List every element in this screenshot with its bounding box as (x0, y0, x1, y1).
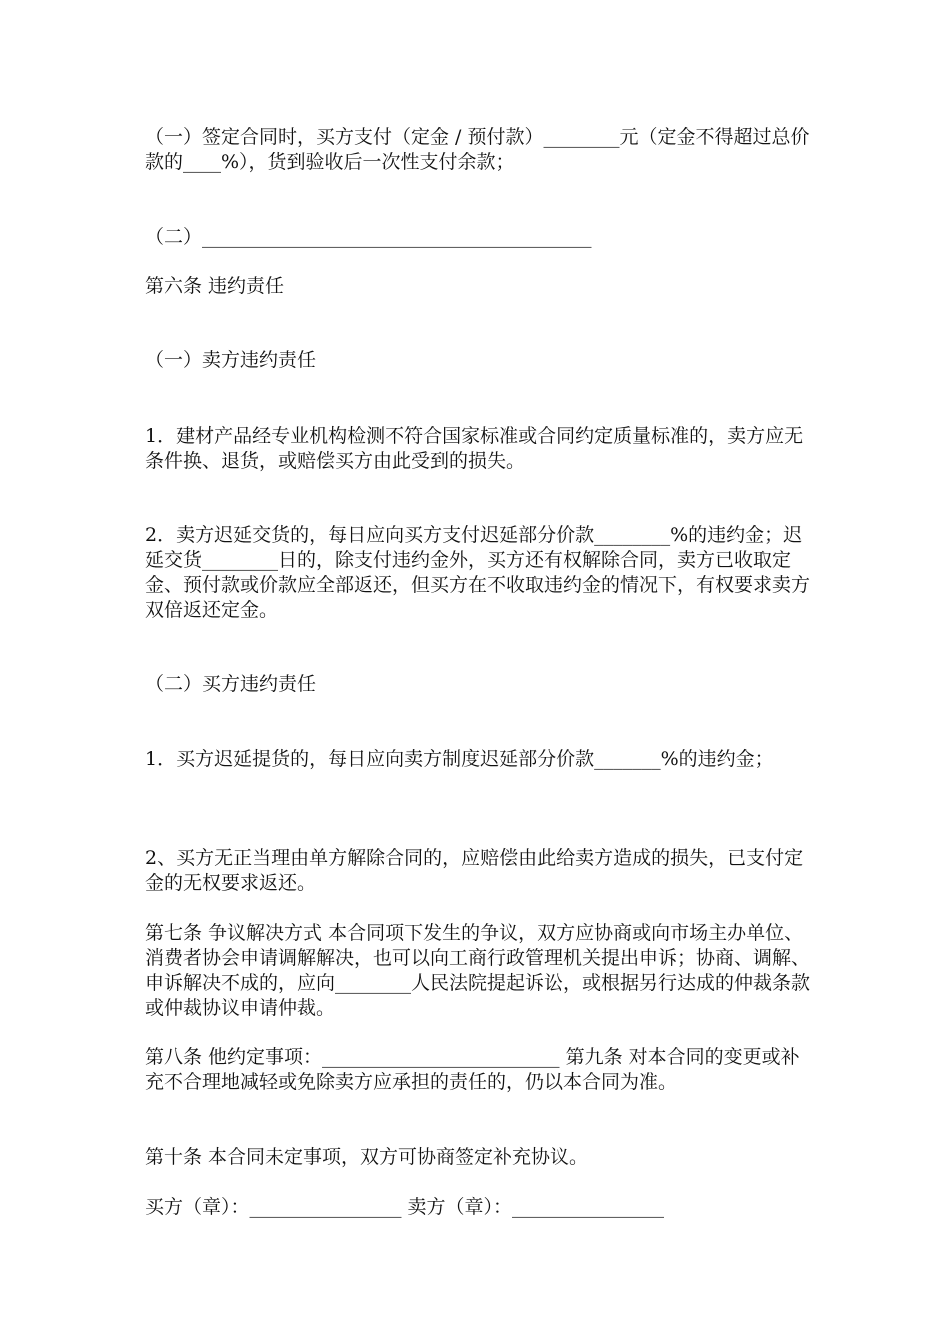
buyer-liability-item-1: 1．买方迟延提货的，每日应向卖方制度迟延部分价款_______%的违约金； (145, 748, 774, 770)
payment-clause-2: （二）_________________________________________ (145, 226, 592, 248)
article-7-dispute-resolution: 第七条 争议解决方式 本合同项下发生的争议，双方应协商或向市场主办单位、消费者协会申请调解解决，也可以向工商行政管理机关提出申诉；协商、调解、申诉解决不成的，应向________人民法院提起诉讼，或根据另行达成的仲裁条款或仲裁协议申请仲裁。 (145, 922, 811, 1019)
buyer-liability-heading: （二）买方违约责任 (145, 673, 317, 695)
seller-liability-heading: （一）卖方违约责任 (145, 349, 317, 371)
buyer-liability-item-2: 2、买方无正当理由单方解除合同的，应赔偿由此给卖方造成的损失，已支付定金的无权要求返还。 (145, 847, 804, 894)
signature-line: 买方（章）：________________ 卖方（章）：________________ (145, 1196, 665, 1218)
seller-liability-item-2: 2．卖方迟延交货的，每日应向买方支付迟延部分价款________%的违约金；迟延交货________日的，除支付违约金外，买方还有权解除合同，卖方已收取定金、预付款或价款应全部返还，但买方在不收取违约金的情况下，有权要求卖方双倍返还定金。 (145, 524, 811, 621)
article-6-heading: 第六条 违约责任 (145, 275, 285, 297)
article-10-clause: 第十条 本合同未定事项，双方可协商签定补充协议。 (145, 1146, 589, 1168)
payment-clause-1: （一）签定合同时，买方支付（定金 / 预付款）________元（定金不得超过总价款的____%），货到验收后一次性支付余款； (145, 126, 810, 173)
seller-liability-item-1: 1．建材产品经专业机构检测不符合国家标准或合同约定质量标准的，卖方应无条件换、退货，或赔偿买方由此受到的损失。 (145, 425, 804, 472)
article-8-9-clauses: 第八条 他约定事项：_________________________ 第九条 对本合同的变更或补充不合理地减轻或免除卖方应承担的责任的，仍以本合同为准。 (145, 1046, 800, 1093)
